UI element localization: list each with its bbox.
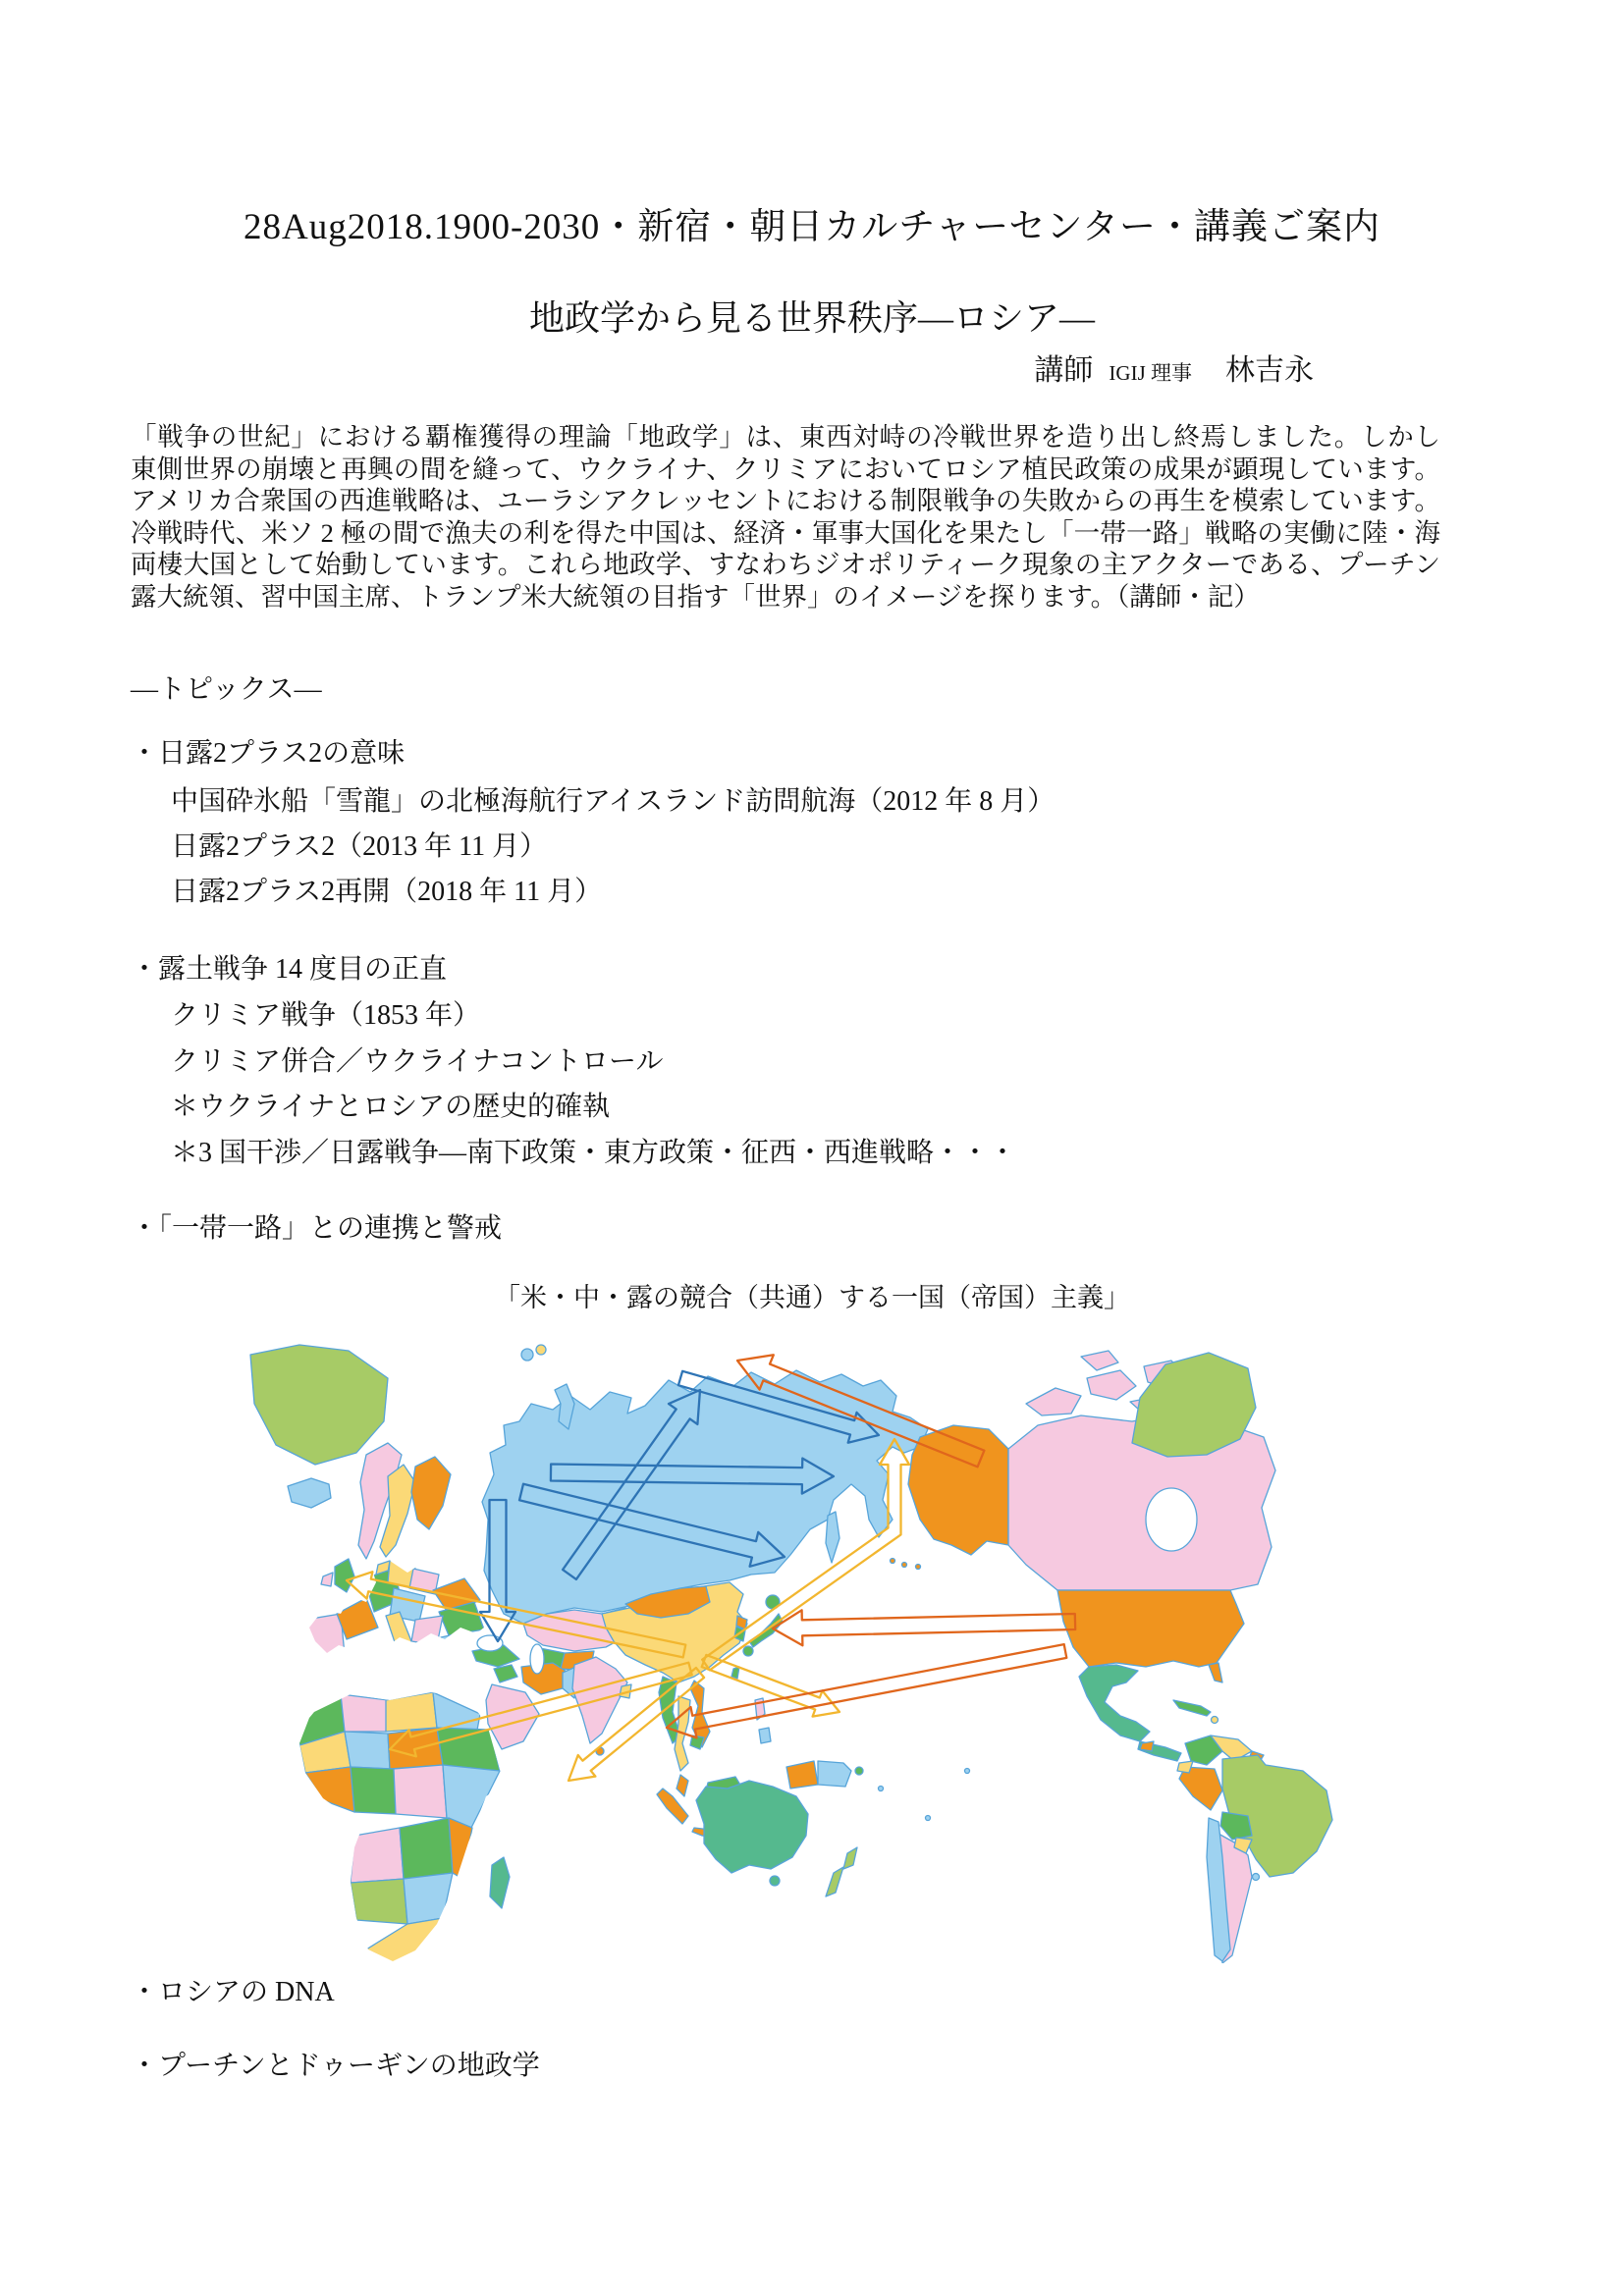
madagascar xyxy=(490,1857,510,1908)
topic-group-title: ・露土戦争 14 度目の正直 xyxy=(131,954,448,985)
south-asia xyxy=(572,1657,631,1755)
world-map-svg xyxy=(241,1327,1372,1963)
greenland-left xyxy=(250,1345,388,1465)
topic-group-title: ・「一帯一路」との連携と警戒 xyxy=(131,1213,503,1244)
svalbard xyxy=(521,1349,533,1361)
topic-item: 日露2プラス2再開（2018 年 11 月） xyxy=(171,877,603,907)
world-map xyxy=(241,1327,1372,1963)
page-title: 28Aug2018.1900-2030・新宿・朝日カルチャーセンター・講義ご案内 xyxy=(244,207,1380,247)
south-america xyxy=(1177,1735,1332,1963)
topic-item: クリミア併合／ウクライナコントロール xyxy=(171,1046,664,1077)
page-subtitle: 地政学から見る世界秩序―ロシア― xyxy=(528,298,1095,338)
topic-group-title: ・日露2プラス2の意味 xyxy=(131,738,406,769)
topics-heading: ―トピックス― xyxy=(131,674,322,705)
lecturer-name: 林吉永 xyxy=(1225,354,1314,387)
intro-paragraph xyxy=(131,421,1440,614)
topic-item: 中国砕氷船「雪龍」の北極海航行アイスランド訪問航海（2012 年 8 月） xyxy=(171,786,1056,817)
british-isles xyxy=(321,1559,354,1592)
intro-line: 両棲大国として始動しています。これら地政学、すなわちジオポリティーク現象の主アクターである、プーチン xyxy=(131,550,1440,580)
topic-item: 日露2プラス2（2013 年 11 月） xyxy=(171,831,548,862)
map-caption: 「米・中・露の競合（共通）する一国（帝国）主義」 xyxy=(494,1283,1130,1312)
caspian-sea xyxy=(530,1644,544,1674)
lecturer-org: IGIJ 理事 xyxy=(1109,361,1192,385)
intro-line: 「戦争の世紀」における覇権獲得の理論「地政学」は、東西対峙の冷戦世界を造り出し終焉しました。しかし xyxy=(131,422,1440,452)
intro-line: 冷戦時代、米ソ 2 極の間で漁夫の利を得た中国は、経済・軍事大国化を果たし「一帯一路」戦略の実働に陸・海 xyxy=(131,517,1440,548)
strategy-arrow xyxy=(702,1655,839,1717)
strategy-arrow xyxy=(773,1610,1075,1645)
north-america xyxy=(891,1351,1276,1761)
scandinavia xyxy=(358,1443,451,1575)
topic-after-map: ・プーチンとドゥーギンの地政学 xyxy=(131,2051,540,2081)
topic-item: ＊ウクライナとロシアの歴史的確執 xyxy=(171,1092,611,1122)
intro-line: アメリカ合衆国の西進戦略は、ユーラシアクレッセントにおける制限戦争の失敗からの再生を模索しています。 xyxy=(131,486,1440,516)
intro-line: 露大統領、習中国主席、トランプ米大統領の目指す「世界」のイメージを探ります。（講師・記） xyxy=(131,581,1260,612)
africa-region xyxy=(298,1692,500,1963)
svalbard-2 xyxy=(536,1345,546,1355)
oceania xyxy=(696,1769,970,1897)
lecturer-line xyxy=(0,346,1314,389)
intro-line: 東側世界の崩壊と再興の間を縫って、ウクライナ、クリミアにおいてロシア植民政策の成果が顕現しています。 xyxy=(131,454,1440,484)
topic-after-map: ・ロシアの DNA xyxy=(131,1977,335,2007)
iceland xyxy=(288,1478,331,1508)
topic-item: クリミア戦争（1853 年） xyxy=(171,1000,481,1031)
lecturer-label: 講師 xyxy=(1034,354,1094,387)
topic-item: ＊3 国干渉／日露戦争―南下政策・東方政策・征西・西進戦略・・・ xyxy=(171,1138,1017,1168)
